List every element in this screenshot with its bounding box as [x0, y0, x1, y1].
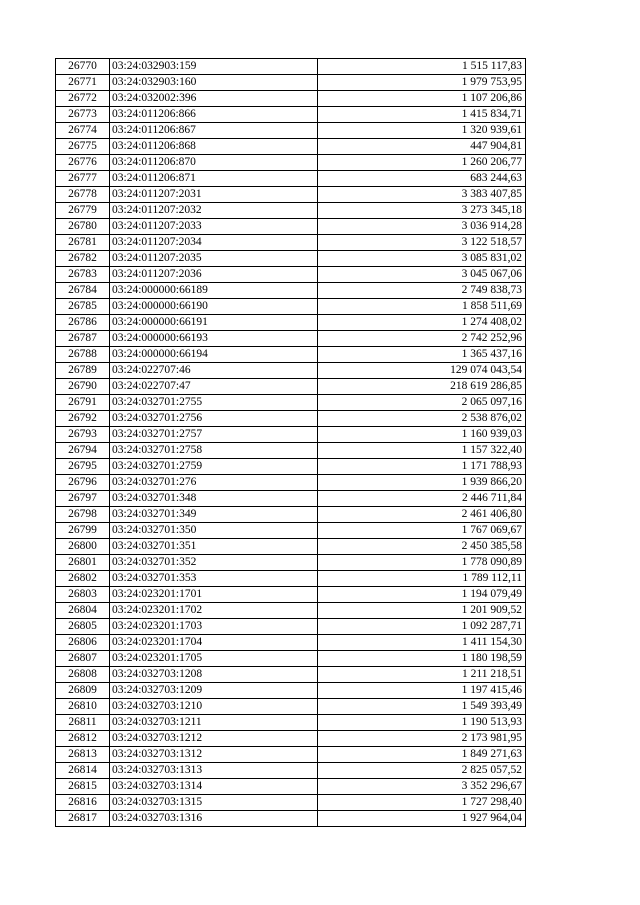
row-number-cell: 26797: [56, 491, 110, 507]
value-cell: 1 157 322,40: [318, 443, 526, 459]
row-number-cell: 26784: [56, 283, 110, 299]
cadastral-number-cell: 03:24:011207:2035: [110, 251, 318, 267]
row-number-cell: 26789: [56, 363, 110, 379]
value-cell: 1 411 154,30: [318, 635, 526, 651]
cadastral-number-cell: 03:24:032701:2759: [110, 459, 318, 475]
table-row: [56, 459, 526, 475]
value-cell: 3 085 831,02: [318, 251, 526, 267]
table-row: [56, 139, 526, 155]
value-cell: 1 927 964,04: [318, 811, 526, 827]
cadastral-number-cell: 03:24:032701:2756: [110, 411, 318, 427]
row-number-cell: 26809: [56, 683, 110, 699]
table-row: [56, 283, 526, 299]
cadastral-number-cell: 03:24:022707:47: [110, 379, 318, 395]
row-number-cell: 26782: [56, 251, 110, 267]
table-row: [56, 715, 526, 731]
cadastral-number-cell: 03:24:011206:867: [110, 123, 318, 139]
value-cell: 1 211 218,51: [318, 667, 526, 683]
row-number-cell: 26780: [56, 219, 110, 235]
value-cell: 2 450 385,58: [318, 539, 526, 555]
cadastral-number-cell: 03:24:011206:866: [110, 107, 318, 123]
row-number-cell: 26773: [56, 107, 110, 123]
table-row: [56, 251, 526, 267]
cadastral-number-cell: 03:24:000000:66193: [110, 331, 318, 347]
value-cell: 3 045 067,06: [318, 267, 526, 283]
table-row: [56, 619, 526, 635]
table-row: [56, 331, 526, 347]
cadastral-number-cell: 03:24:032903:160: [110, 75, 318, 91]
table-row: [56, 411, 526, 427]
cadastral-number-cell: 03:24:032002:396: [110, 91, 318, 107]
value-cell: 2 742 252,96: [318, 331, 526, 347]
value-cell: 447 904,81: [318, 139, 526, 155]
row-number-cell: 26785: [56, 299, 110, 315]
cadastral-number-cell: 03:24:011206:868: [110, 139, 318, 155]
value-cell: 2 446 711,84: [318, 491, 526, 507]
value-cell: 1 365 437,16: [318, 347, 526, 363]
value-cell: 1 767 069,67: [318, 523, 526, 539]
table-row: [56, 555, 526, 571]
value-cell: 218 619 286,85: [318, 379, 526, 395]
cadastral-number-cell: 03:24:032703:1312: [110, 747, 318, 763]
row-number-cell: 26788: [56, 347, 110, 363]
cadastral-number-cell: 03:24:000000:66194: [110, 347, 318, 363]
cadastral-number-cell: 03:24:032701:352: [110, 555, 318, 571]
value-cell: 3 036 914,28: [318, 219, 526, 235]
row-number-cell: 26775: [56, 139, 110, 155]
cadastral-number-cell: 03:24:023201:1705: [110, 651, 318, 667]
row-number-cell: 26817: [56, 811, 110, 827]
table-row: [56, 235, 526, 251]
table-row: [56, 395, 526, 411]
row-number-cell: 26791: [56, 395, 110, 411]
row-number-cell: 26811: [56, 715, 110, 731]
value-cell: 1 201 909,52: [318, 603, 526, 619]
cadastral-number-cell: 03:24:032703:1208: [110, 667, 318, 683]
table-row: [56, 379, 526, 395]
table-row: [56, 219, 526, 235]
cadastral-number-cell: 03:24:032701:348: [110, 491, 318, 507]
value-cell: 1 190 513,93: [318, 715, 526, 731]
cadastral-number-cell: 03:24:032701:351: [110, 539, 318, 555]
value-cell: 1 160 939,03: [318, 427, 526, 443]
cadastral-number-cell: 03:24:022707:46: [110, 363, 318, 379]
value-cell: 1 197 415,46: [318, 683, 526, 699]
value-cell: 1 778 090,89: [318, 555, 526, 571]
cadastral-number-cell: 03:24:011206:870: [110, 155, 318, 171]
cadastral-number-cell: 03:24:023201:1702: [110, 603, 318, 619]
table-row: [56, 347, 526, 363]
value-cell: 1 939 866,20: [318, 475, 526, 491]
row-number-cell: 26786: [56, 315, 110, 331]
value-cell: 1 107 206,86: [318, 91, 526, 107]
table-row: [56, 171, 526, 187]
row-number-cell: 26799: [56, 523, 110, 539]
row-number-cell: 26792: [56, 411, 110, 427]
row-number-cell: 26802: [56, 571, 110, 587]
row-number-cell: 26801: [56, 555, 110, 571]
row-number-cell: 26813: [56, 747, 110, 763]
cadastral-number-cell: 03:24:032903:159: [110, 59, 318, 75]
table-row: [56, 267, 526, 283]
table-row: [56, 203, 526, 219]
cadastral-number-cell: 03:24:000000:66191: [110, 315, 318, 331]
value-cell: 1 549 393,49: [318, 699, 526, 715]
value-cell: 1 789 112,11: [318, 571, 526, 587]
row-number-cell: 26787: [56, 331, 110, 347]
value-cell: 1 260 206,77: [318, 155, 526, 171]
cadastral-number-cell: 03:24:000000:66190: [110, 299, 318, 315]
cadastral-number-cell: 03:24:032703:1210: [110, 699, 318, 715]
table-row: [56, 635, 526, 651]
table-row: [56, 779, 526, 795]
table-row: [56, 523, 526, 539]
value-cell: 2 173 981,95: [318, 731, 526, 747]
table-row: [56, 315, 526, 331]
row-number-cell: 26815: [56, 779, 110, 795]
row-number-cell: 26804: [56, 603, 110, 619]
table-row: [56, 363, 526, 379]
value-cell: 3 122 518,57: [318, 235, 526, 251]
table-row: [56, 603, 526, 619]
row-number-cell: 26807: [56, 651, 110, 667]
cadastral-number-cell: 03:24:032701:353: [110, 571, 318, 587]
value-cell: 3 352 296,67: [318, 779, 526, 795]
value-cell: 2 065 097,16: [318, 395, 526, 411]
value-cell: 1 979 753,95: [318, 75, 526, 91]
row-number-cell: 26795: [56, 459, 110, 475]
value-cell: 1 320 939,61: [318, 123, 526, 139]
table-row: [56, 155, 526, 171]
cadastral-number-cell: 03:24:032703:1313: [110, 763, 318, 779]
cadastral-number-cell: 03:24:032701:2758: [110, 443, 318, 459]
table-row: [56, 763, 526, 779]
cadastral-number-cell: 03:24:032703:1211: [110, 715, 318, 731]
table-body: [56, 59, 526, 827]
cadastral-number-cell: 03:24:023201:1703: [110, 619, 318, 635]
row-number-cell: 26810: [56, 699, 110, 715]
row-number-cell: 26793: [56, 427, 110, 443]
cadastral-number-cell: 03:24:032701:2757: [110, 427, 318, 443]
row-number-cell: 26816: [56, 795, 110, 811]
table-row: [56, 75, 526, 91]
table-row: [56, 699, 526, 715]
value-cell: 2 461 406,80: [318, 507, 526, 523]
table-row: [56, 747, 526, 763]
cadastral-number-cell: 03:24:011207:2033: [110, 219, 318, 235]
table-row: [56, 91, 526, 107]
value-cell: 1 194 079,49: [318, 587, 526, 603]
cadastral-number-cell: 03:24:032703:1314: [110, 779, 318, 795]
cadastral-number-cell: 03:24:032703:1315: [110, 795, 318, 811]
value-cell: 1 180 198,59: [318, 651, 526, 667]
row-number-cell: 26772: [56, 91, 110, 107]
table-row: [56, 811, 526, 827]
row-number-cell: 26790: [56, 379, 110, 395]
value-cell: 2 825 057,52: [318, 763, 526, 779]
value-cell: 3 383 407,85: [318, 187, 526, 203]
cadastral-number-cell: 03:24:011207:2036: [110, 267, 318, 283]
table-row: [56, 475, 526, 491]
table-row: [56, 571, 526, 587]
value-cell: 129 074 043,54: [318, 363, 526, 379]
row-number-cell: 26781: [56, 235, 110, 251]
table-row: [56, 795, 526, 811]
row-number-cell: 26814: [56, 763, 110, 779]
table-row: [56, 651, 526, 667]
row-number-cell: 26778: [56, 187, 110, 203]
table-row: [56, 59, 526, 75]
cadastral-number-cell: 03:24:011207:2031: [110, 187, 318, 203]
row-number-cell: 26794: [56, 443, 110, 459]
table-row: [56, 507, 526, 523]
table-row: [56, 539, 526, 555]
row-number-cell: 26770: [56, 59, 110, 75]
cadastral-number-cell: 03:24:032701:350: [110, 523, 318, 539]
cadastral-number-cell: 03:24:011207:2034: [110, 235, 318, 251]
row-number-cell: 26771: [56, 75, 110, 91]
table-row: [56, 123, 526, 139]
value-cell: 1 727 298,40: [318, 795, 526, 811]
value-cell: 1 092 287,71: [318, 619, 526, 635]
row-number-cell: 26805: [56, 619, 110, 635]
row-number-cell: 26774: [56, 123, 110, 139]
row-number-cell: 26779: [56, 203, 110, 219]
row-number-cell: 26783: [56, 267, 110, 283]
cadastral-number-cell: 03:24:011206:871: [110, 171, 318, 187]
table-row: [56, 491, 526, 507]
value-cell: 683 244,63: [318, 171, 526, 187]
value-cell: 2 749 838,73: [318, 283, 526, 299]
value-cell: 3 273 345,18: [318, 203, 526, 219]
row-number-cell: 26808: [56, 667, 110, 683]
cadastral-number-cell: 03:24:032701:349: [110, 507, 318, 523]
cadastral-number-cell: 03:24:032703:1212: [110, 731, 318, 747]
cadastral-number-cell: 03:24:023201:1704: [110, 635, 318, 651]
table-row: [56, 187, 526, 203]
row-number-cell: 26798: [56, 507, 110, 523]
value-cell: 1 515 117,83: [318, 59, 526, 75]
value-cell: 1 171 788,93: [318, 459, 526, 475]
value-cell: 1 858 511,69: [318, 299, 526, 315]
value-cell: 1 849 271,63: [318, 747, 526, 763]
row-number-cell: 26806: [56, 635, 110, 651]
table-row: [56, 731, 526, 747]
row-number-cell: 26800: [56, 539, 110, 555]
table-row: [56, 299, 526, 315]
row-number-cell: 26776: [56, 155, 110, 171]
row-number-cell: 26812: [56, 731, 110, 747]
table-row: [56, 587, 526, 603]
data-table: [55, 58, 526, 827]
cadastral-number-cell: 03:24:023201:1701: [110, 587, 318, 603]
table-row: [56, 683, 526, 699]
table-row: [56, 443, 526, 459]
cadastral-number-cell: 03:24:032703:1209: [110, 683, 318, 699]
value-cell: 2 538 876,02: [318, 411, 526, 427]
value-cell: 1 415 834,71: [318, 107, 526, 123]
row-number-cell: 26777: [56, 171, 110, 187]
cadastral-number-cell: 03:24:011207:2032: [110, 203, 318, 219]
cadastral-number-cell: 03:24:000000:66189: [110, 283, 318, 299]
table-row: [56, 427, 526, 443]
row-number-cell: 26803: [56, 587, 110, 603]
value-cell: 1 274 408,02: [318, 315, 526, 331]
cadastral-number-cell: 03:24:032701:2755: [110, 395, 318, 411]
cadastral-number-cell: 03:24:032701:276: [110, 475, 318, 491]
table-row: [56, 107, 526, 123]
cadastral-number-cell: 03:24:032703:1316: [110, 811, 318, 827]
row-number-cell: 26796: [56, 475, 110, 491]
table-row: [56, 667, 526, 683]
